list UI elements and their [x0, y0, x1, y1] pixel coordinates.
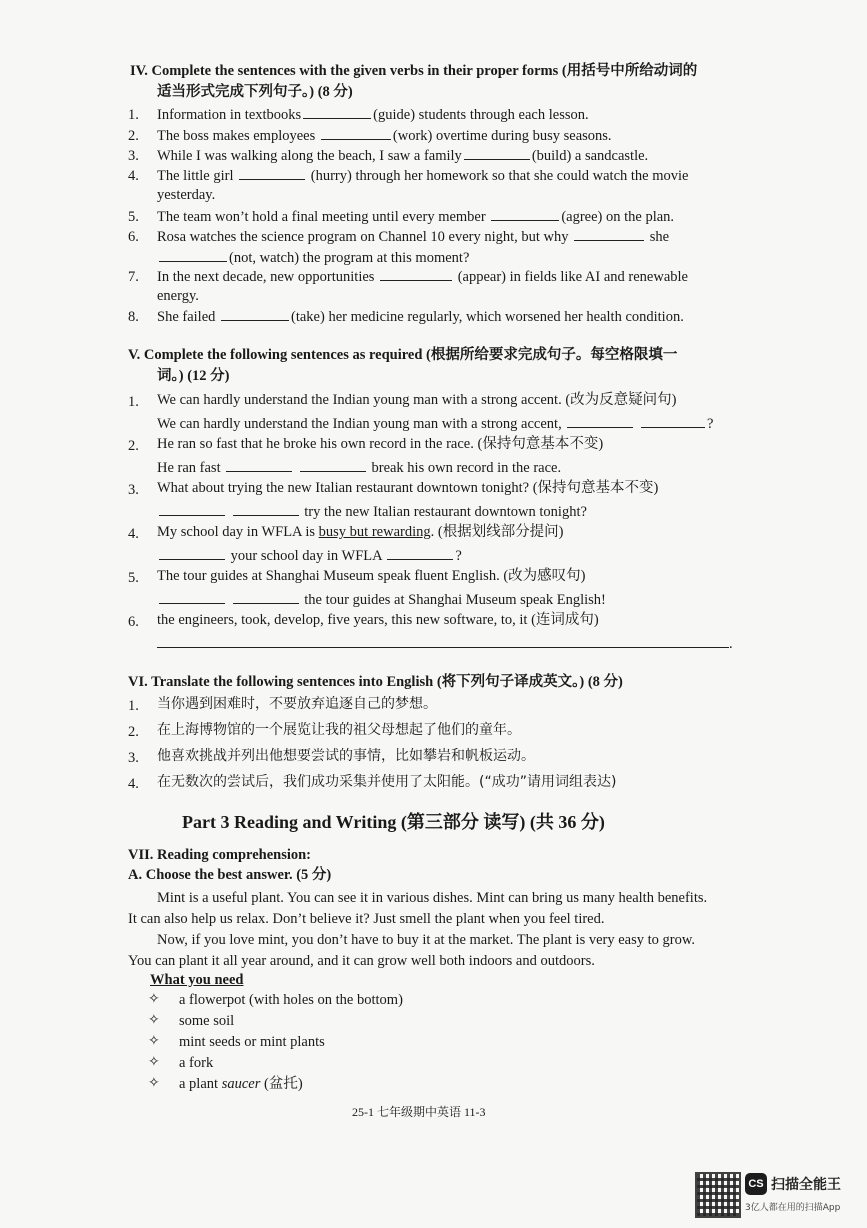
answer-blank[interactable]: [567, 413, 633, 428]
sec5-q4: My school day in WFLA is busy but rewarding. (根据划线部分提问): [157, 524, 564, 540]
sec5-q1-answer: We can hardly understand the Indian young man with a strong accent, ?: [157, 413, 713, 433]
sec5-q1: We can hardly understand the Indian young man with a strong accent. (改为反意疑问句): [157, 392, 677, 408]
answer-blank[interactable]: [321, 125, 391, 140]
sec4-q5: The team won’t hold a final meeting until every member (agree) on the plan.: [157, 206, 674, 226]
sec5-q5: The tour guides at Shanghai Museum speak fluent English. (改为感叹句): [157, 568, 586, 584]
sec5-q2: He ran so fast that he broke his own record in the race. (保持句意基本不变): [157, 436, 604, 452]
sec4-q4: The little girl (hurry) through her homework so that she could watch the movie: [157, 165, 688, 185]
bullet-icon: ✧: [148, 1034, 160, 1049]
part3-title: Part 3 Reading and Writing (第三部分 读写) (共 36 分): [182, 812, 605, 832]
sec4-q7: In the next decade, new opportunities (appear) in fields like AI and renewable: [157, 266, 688, 286]
underlined-phrase: busy but rewarding: [318, 524, 431, 540]
sec5-q3-answer: try the new Italian restaurant downtown tonight?: [157, 501, 587, 521]
sec4-q6: Rosa watches the science program on Channel 10 every night, but why she: [157, 226, 669, 246]
passage-p2-line2: You can plant it all year around, and it can grow well both indoors and outdoors.: [128, 953, 595, 969]
sec6-q3: 他喜欢挑战并列出他想要尝试的事情，比如攀岩和帆板运动。: [157, 748, 535, 764]
item-number: 1.: [128, 107, 139, 123]
page-footer: 25-1 七年级期中英语 11-3: [352, 1105, 486, 1119]
answer-blank[interactable]: [303, 104, 371, 119]
item-number: 8.: [128, 309, 139, 325]
camscanner-subtitle: 3亿人都在用的扫描App: [745, 1203, 841, 1213]
answer-blank[interactable]: [380, 266, 452, 281]
item-number: 3.: [128, 482, 139, 498]
what-you-need-title: What you need: [150, 972, 244, 988]
sec4-q1: Information in textbooks (guide) students through each lesson.: [157, 104, 589, 124]
item-number: 2.: [128, 438, 139, 454]
item-number: 6.: [128, 614, 139, 630]
need-item: mint seeds or mint plants: [179, 1034, 325, 1050]
sec5-q5-answer: the tour guides at Shanghai Museum speak English!: [157, 589, 606, 609]
section-vii-heading: VII. Reading comprehension:: [128, 847, 312, 863]
answer-blank[interactable]: [221, 306, 289, 321]
sec4-q8: She failed (take) her medicine regularly, which worsened her health condition.: [157, 306, 684, 326]
need-item: some soil: [179, 1013, 235, 1029]
bullet-icon: ✧: [148, 1076, 160, 1091]
passage-p1-line1: Mint is a useful plant. You can see it in various dishes. Mint can bring us many health benefits.: [157, 890, 708, 906]
need-item: a plant saucer (盆托): [179, 1076, 303, 1092]
sec5-q4-answer: your school day in WFLA ?: [157, 545, 462, 565]
need-item: a fork: [179, 1055, 214, 1071]
bullet-icon: ✧: [148, 992, 160, 1007]
answer-blank[interactable]: [464, 145, 530, 160]
qr-code-icon: [695, 1172, 741, 1218]
answer-blank[interactable]: [226, 457, 292, 472]
answer-blank[interactable]: [574, 226, 644, 241]
section-vii-a-heading: A. Choose the best answer. (5 分): [128, 867, 332, 883]
camscanner-title: 扫描全能王: [771, 1177, 841, 1193]
item-number: 5.: [128, 570, 139, 586]
sec5-q3: What about trying the new Italian restaurant downtown tonight? (保持句意基本不变): [157, 480, 659, 496]
answer-blank[interactable]: [233, 501, 299, 516]
passage-p2-line1: Now, if you love mint, you don’t have to buy it at the market. The plant is very easy to grow.: [157, 932, 696, 948]
bullet-icon: ✧: [148, 1013, 160, 1028]
answer-line[interactable]: [157, 633, 729, 648]
answer-blank[interactable]: [233, 589, 299, 604]
section-vi-heading: VI. Translate the following sentences into English (将下列句子译成英文。) (8 分): [128, 674, 623, 690]
item-number: 1.: [128, 698, 139, 714]
item-number: 4.: [128, 776, 139, 792]
item-number: 7.: [128, 269, 139, 285]
passage-p1-line2: It can also help us relax. Don’t believe it? Just smell the plant when you feel tired.: [128, 911, 605, 927]
sec4-q2: The boss makes employees (work) overtime during busy seasons.: [157, 125, 612, 145]
answer-blank[interactable]: [387, 545, 453, 560]
section-iv-heading: IV. Complete the sentences with the given verbs in their proper forms (用括号中所给动词的: [130, 63, 698, 79]
item-number: 4.: [128, 168, 139, 184]
item-number: 1.: [128, 394, 139, 410]
sec4-q3: While I was walking along the beach, I saw a family (build) a sandcastle.: [157, 145, 648, 165]
answer-blank[interactable]: [159, 545, 225, 560]
item-number: 2.: [128, 128, 139, 144]
item-number: 6.: [128, 229, 139, 245]
item-number: 3.: [128, 750, 139, 766]
sec4-q4-cont: yesterday.: [157, 187, 216, 203]
item-number: 3.: [128, 148, 139, 164]
answer-blank[interactable]: [239, 165, 305, 180]
item-number: 5.: [128, 209, 139, 225]
sec5-q6: the engineers, took, develop, five years, this new software, to, it (连词成句): [157, 612, 599, 628]
item-number: 4.: [128, 526, 139, 542]
camscanner-logo-icon: CS: [745, 1173, 767, 1195]
answer-blank[interactable]: [159, 589, 225, 604]
sec6-q1: 当你遇到困难时，不要放弃追逐自己的梦想。: [157, 696, 437, 712]
sec5-q6-answer: .: [157, 633, 733, 653]
answer-blank[interactable]: [159, 501, 225, 516]
sec4-q6-cont: (not, watch) the program at this moment?: [157, 247, 469, 267]
bullet-icon: ✧: [148, 1055, 160, 1070]
item-number: 2.: [128, 724, 139, 740]
answer-blank[interactable]: [159, 247, 227, 262]
answer-blank[interactable]: [491, 206, 559, 221]
section-iv-heading-cont: 适当形式完成下列句子。) (8 分): [157, 84, 353, 100]
sec5-q2-answer: He ran fast break his own record in the race.: [157, 457, 561, 477]
sec6-q4: 在无数次的尝试后，我们成功采集并使用了太阳能。(“成功”请用词组表达): [157, 774, 617, 790]
section-v-heading: V. Complete the following sentences as required (根据所给要求完成句子。每空格限填一: [128, 347, 678, 363]
answer-blank[interactable]: [641, 413, 705, 428]
need-item: a flowerpot (with holes on the bottom): [179, 992, 403, 1008]
section-v-heading-cont: 词。) (12 分): [157, 368, 230, 384]
sec6-q2: 在上海博物馆的一个展览让我的祖父母想起了他们的童年。: [157, 722, 521, 738]
sec4-q7-cont: energy.: [157, 288, 199, 304]
answer-blank[interactable]: [300, 457, 366, 472]
